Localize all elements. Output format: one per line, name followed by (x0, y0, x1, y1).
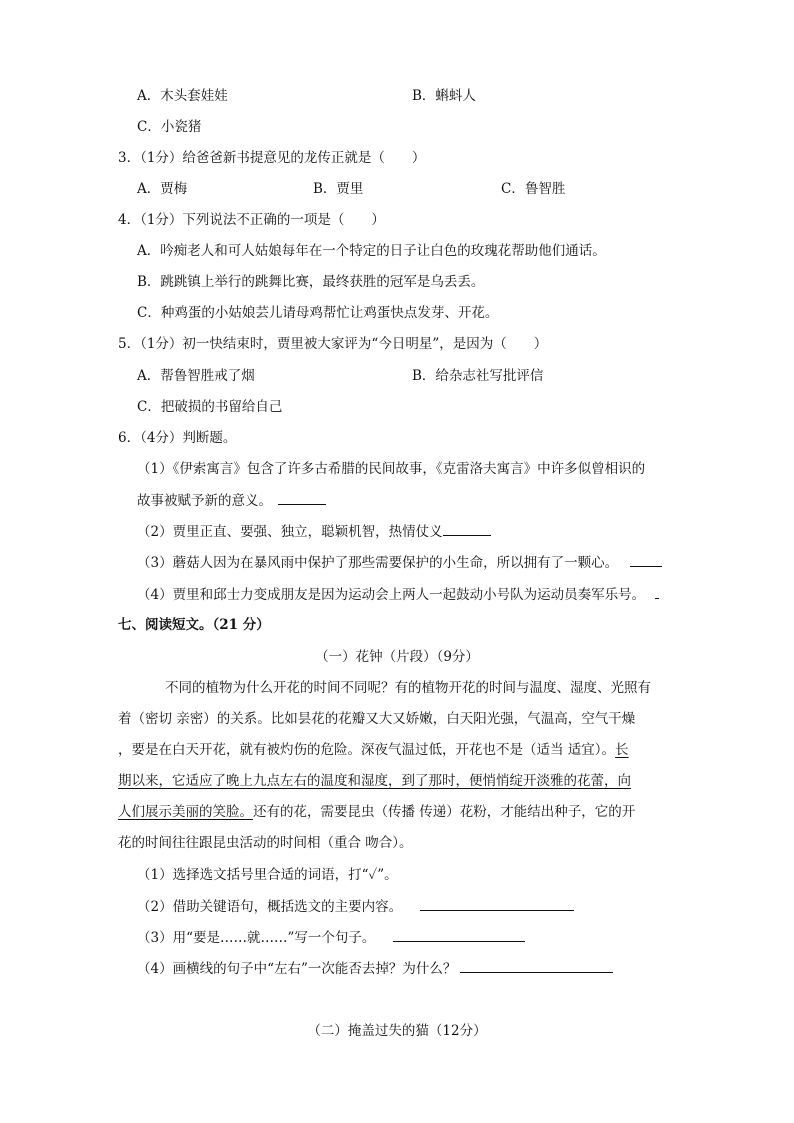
q2-option-a: A．木头套娃娃 (137, 88, 228, 104)
underlined-sentence: 人们展示美丽的笑脸。 (118, 804, 253, 820)
answer-blank[interactable] (630, 552, 662, 567)
underlined-sentence: 期以来，它适应了晚上九点左右的温度和湿度，到了那时，便悄悄绽开淡雅的花蕾，向 (118, 773, 631, 789)
q5-option-b: B．给杂志社写批评信 (412, 368, 544, 384)
underlined-sentence: 长 (615, 742, 629, 758)
passage-2-title: （二）掩盖过失的猫（12分） (307, 1023, 487, 1039)
q5-stem: 5．（1分）初一快结束时，贾里被大家评为“今日明星”，是因为（ ） (118, 336, 548, 352)
passage-1-line-2: 着（密切 亲密）的关系。比如昙花的花瓣又大又娇嫩，白天阳光强，气温高，空气干燥 (118, 711, 636, 727)
answer-blank[interactable] (278, 490, 326, 505)
answer-blank[interactable] (460, 958, 613, 973)
q6-statement-1-cont: 故事被赋予新的意义。 (137, 490, 326, 511)
q4-option-c: C．种鸡蛋的小姑娘芸儿请母鸡帮忙让鸡蛋快点发芽、开花。 (137, 305, 499, 321)
passage-1-line-3: ，要是在白天开花，就有被灼伤的危险。深夜气温过低，开花也不是（适当 适宜）。长 (118, 742, 629, 758)
q6-statement-2: （2）贾里正直、要强、独立，聪颖机智，热情仗义 (137, 521, 491, 542)
q6-statement-3: （3）蘑菇人因为在暴风雨中保护了那些需要保护的小生命，所以拥有了一颗心。 (137, 552, 662, 573)
q4-option-b: B．跳跳镇上举行的跳舞比赛，最终获胜的冠军是乌丢丢。 (137, 274, 485, 290)
passage-1-line-5: 人们展示美丽的笑脸。还有的花，需要昆虫（传播 传递）花粉，才能结出种子，它的开 (118, 804, 636, 820)
q6-statement-1: （1）《伊索寓言》包含了许多古希腊的民间故事，《克雷洛夫寓言》中许多似曾相识的 (137, 461, 646, 477)
passage-1-line-1: 不同的植物为什么开花的时间不同呢？有的植物开花的时间与温度、湿度、光照有 (165, 680, 651, 696)
answer-blank[interactable] (420, 896, 574, 911)
answer-blank[interactable] (393, 927, 525, 942)
q6-stem: 6．（4分）判断题。 (118, 430, 237, 446)
q3-option-b: B．贾里 (313, 181, 364, 197)
passage-1-line-6: 花的时间往往跟昆虫活动的时间相（重合 吻合）。 (118, 835, 413, 851)
q4-option-a: A．吟痴老人和可人姑娘每年在一个特定的日子让白色的玫瑰花帮助他们通话。 (137, 243, 606, 259)
q3-option-a: A．贾梅 (137, 181, 188, 197)
q2-option-c: C．小瓷猪 (137, 119, 202, 135)
passage-1-question-4: （4）画横线的句子中“左右”一次能否去掉？为什么？ (137, 958, 613, 979)
answer-blank[interactable] (443, 521, 491, 536)
q3-option-c: C．鲁智胜 (501, 181, 566, 197)
passage-1-question-1: （1）选择选文括号里合适的词语，打“✓”。 (137, 867, 398, 883)
section-7-heading: 七、阅读短文。（21 分） (118, 617, 270, 633)
q5-option-a: A．帮鲁智胜戒了烟 (137, 368, 255, 384)
q4-stem: 4．（1分）下列说法不正确的一项是（ ） (118, 212, 385, 228)
answer-blank[interactable] (655, 584, 659, 599)
passage-1-question-3: （3）用“要是……就……”写一个句子。 (137, 927, 525, 948)
passage-1-title: （一）花钟（片段）（9分） (315, 649, 479, 665)
q2-option-b: B．蝌蚪人 (412, 88, 476, 104)
q5-option-c: C．把破损的书留给自己 (137, 399, 283, 415)
passage-1-question-2: （2）借助关键语句，概括选文的主要内容。 (137, 896, 574, 917)
q6-statement-4: （4）贾里和邱士力变成朋友是因为运动会上两人一起鼓动小号队为运动员奏军乐号。 (137, 584, 659, 605)
q3-stem: 3．（1分）给爸爸新书提意见的龙传正就是（ ） (118, 150, 426, 166)
